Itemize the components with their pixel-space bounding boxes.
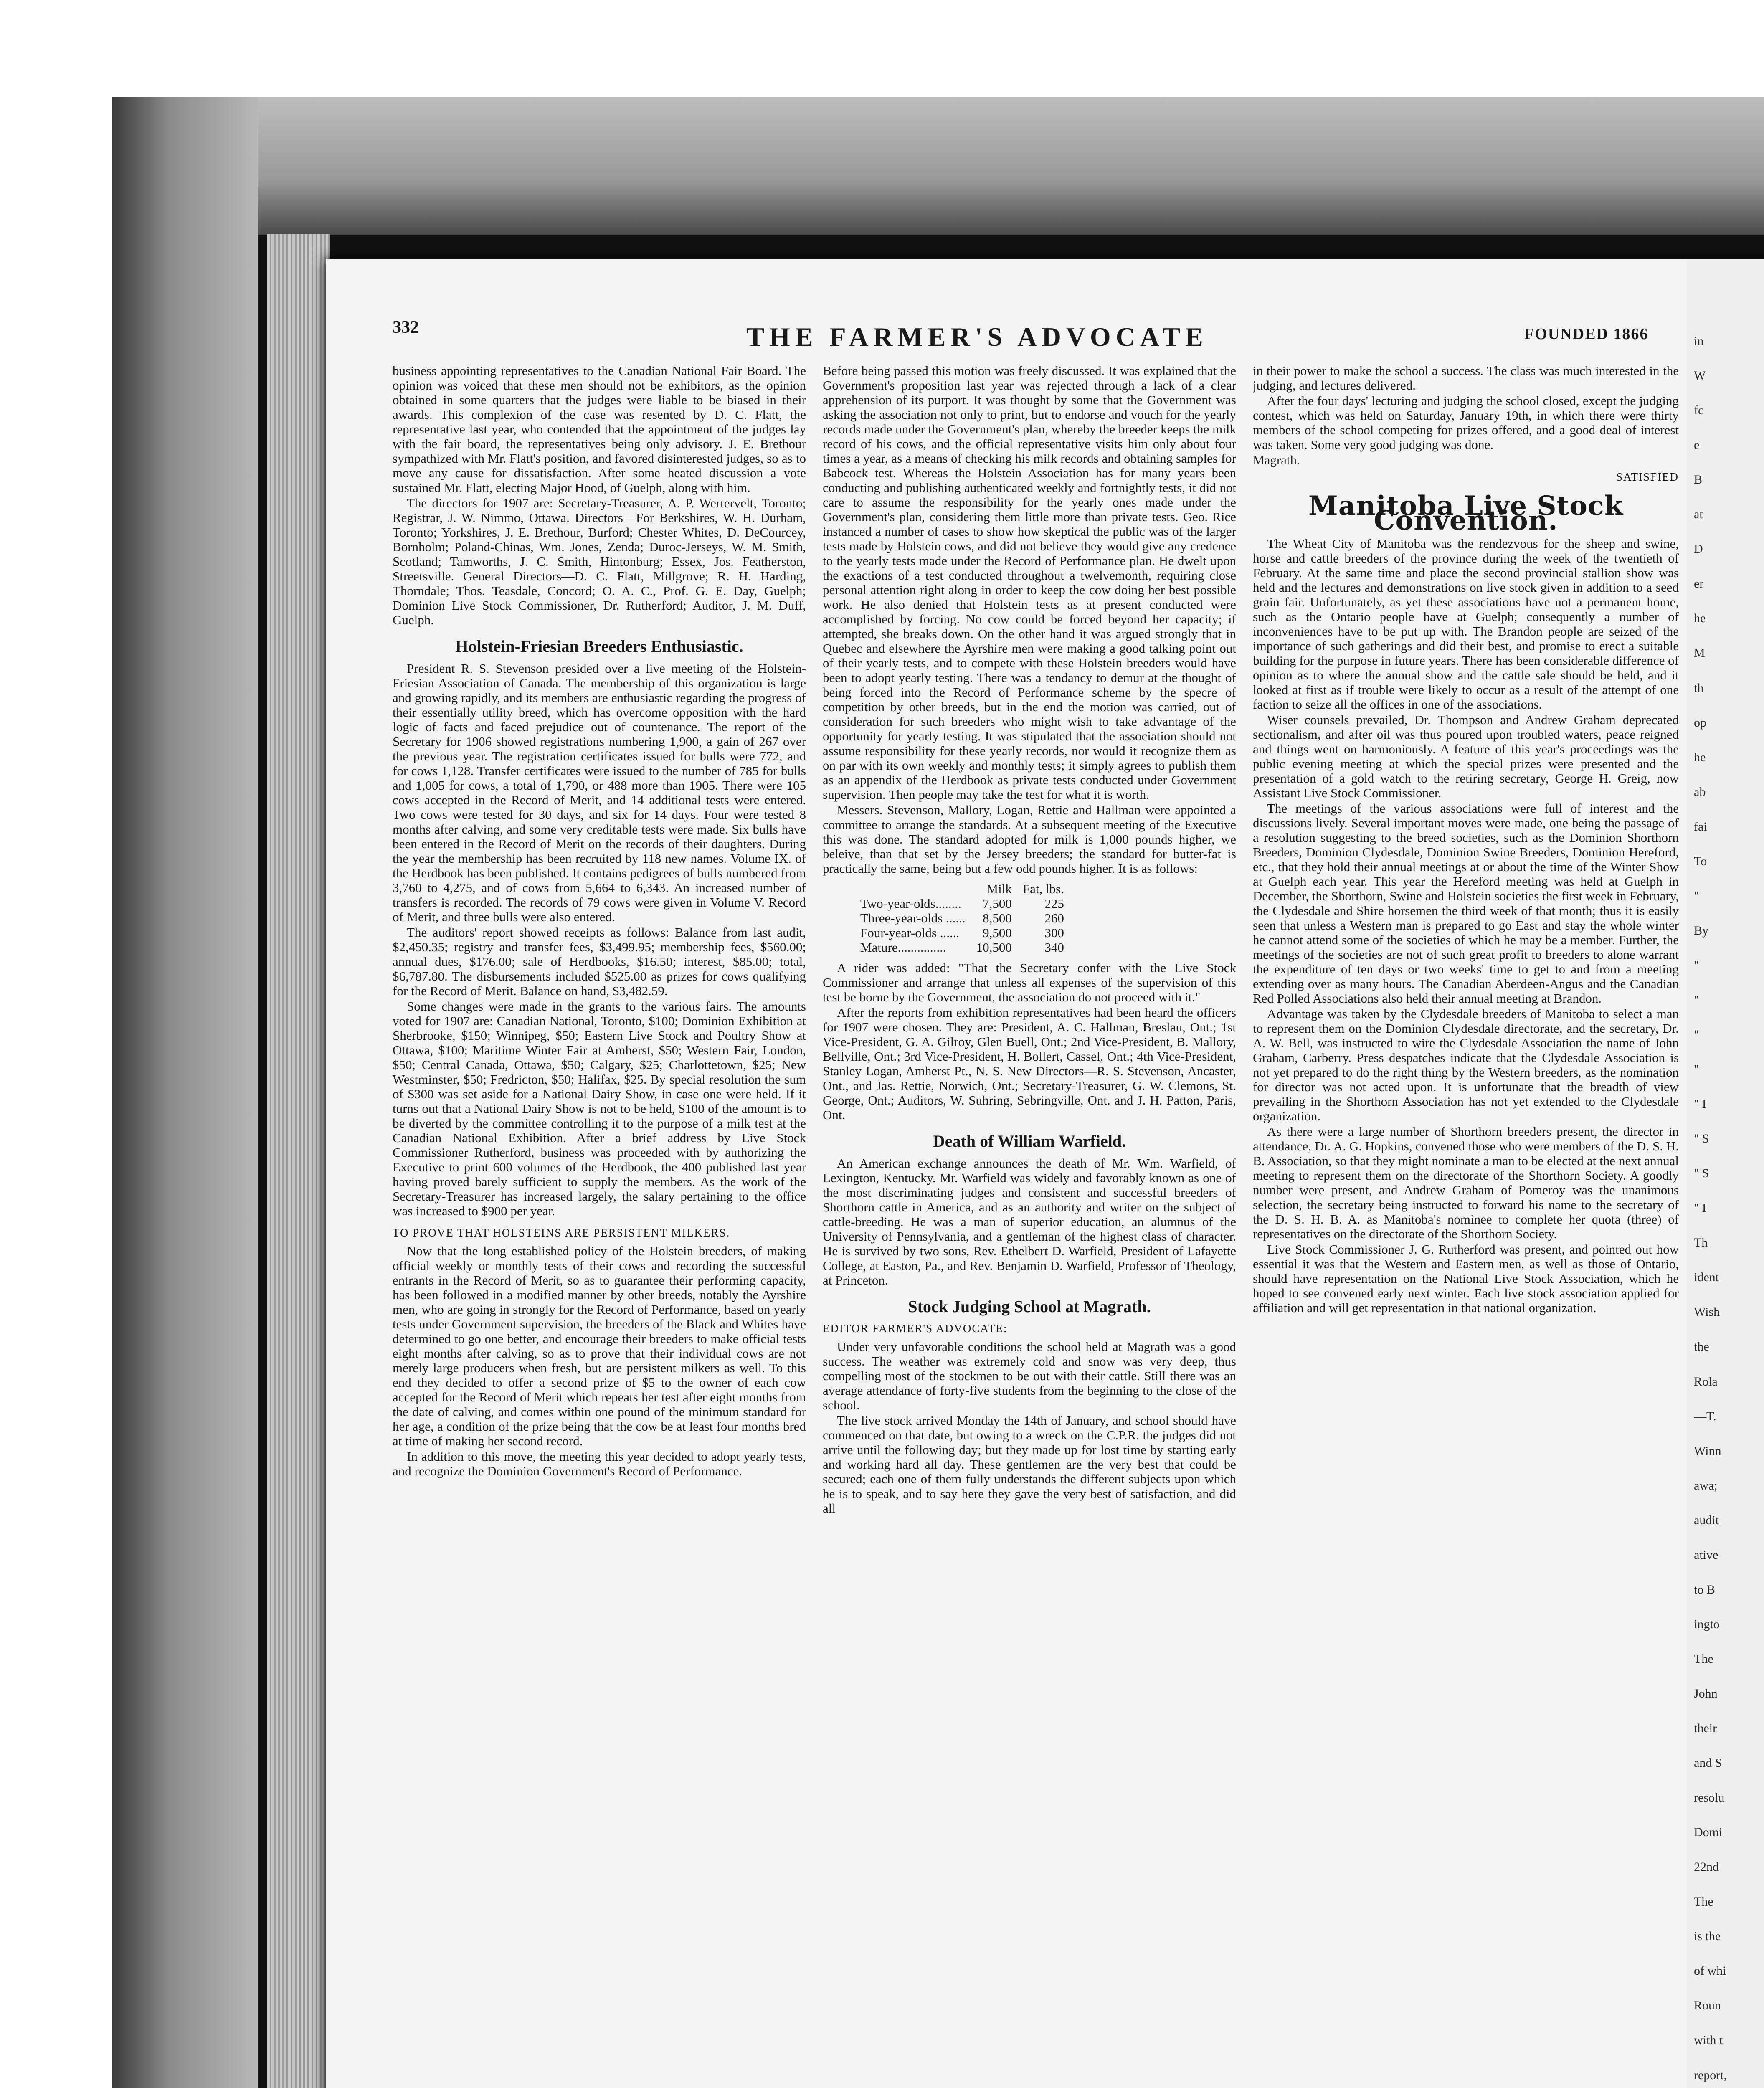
paragraph: A rider was added: "That the Secretary confer with the Live Stock Commissioner and arrange that unless all expenses of the supervision of this test be borne by the Government, the association do not proceed with it." — [823, 960, 1236, 1004]
paragraph: Some changes were made in the grants to the various fairs. The amounts voted for 1907 are: Canadian National, Toronto, $100; Dominion Exhibition at Sherbrooke, $150; Winnipeg, $50; Eastern Live Stock and Poultry Show at Ottawa, $100; Maritime Winter Fair at Amherst, $50; Western Fair, London, $50; Central Canada, Ottawa, $50; Calgary, $25; Charlottetown, $25; New Westminster, $50; Fredricton, $50; Halifax, $25. By special resolution the sum of $300 was set aside for a National Dairy Show, in case one were held. If it turns out that a National Dairy Show is not to be held, $100 of the amount is to be diverted by the committee controlling it to the purpose of a milk test at the Canadian National Exhibition. After a brief address by Live Stock Commissioner Rutherford, business was proceeded with by authorizing the Executive to print 600 volumes of the Herdbook, the 400 published last year having proved barely sufficient to supply the members. As the work of the Secretary-Treasurer has increased largely, the salary pertaining to the office was increased to $900 per year. — [393, 999, 806, 1218]
section-heading-manitoba: Manitoba Live Stock Convention. — [1308, 490, 1624, 536]
paragraph: Under very unfavorable conditions the school held at Magrath was a good success. The weather was extremely cold and snow was very deep, thus compelling most of the stockmen to be out with their cattle. Still there was an average attendance of forty-five students from the beginning to the close of the school. — [823, 1339, 1236, 1412]
adjacent-page-text: M — [1694, 646, 1705, 660]
paragraph: business appointing representatives to the Canadian National Fair Board. The opinion was voiced that these men should not be exhibitors, as the opinion obtained in some quarters that the judges were liable to be biased in their awards. This complexion of the case was resented by D. C. Flatt, the representative last year, who contended that the appointment of the judges lay with the fair board, the representatives being only advisory. J. E. Brethour sympathized with Mr. Flatt's position, and favored disinterested judges, so as to move any cause for dissatisfaction. After some heated discussion a vote sustained Mr. Flatt, electing Major Hood, of Guelph, along with him. — [393, 363, 806, 495]
paragraph: Wiser counsels prevailed, Dr. Thompson and Andrew Graham deprecated sectionalism, and after oil was thus poured upon troubled waters, peace reigned and things went on harmoniously. A feature of this year's proceedings was the public evening meeting at which the special prizes were presented and the presentation of a gold watch to the retiring secretary, George H. Greig, now Assistant Live Stock Commissioner. — [1253, 712, 1679, 800]
adjacent-page-text: at — [1694, 507, 1703, 522]
table-cell: 10,500 — [976, 940, 1012, 955]
masthead-title: THE FARMER'S ADVOCATE — [746, 322, 1208, 352]
adjacent-page-text: he — [1694, 750, 1706, 764]
adjacent-page-text: " — [1694, 889, 1699, 903]
paragraph: The meetings of the various associations were full of interest and the discussions lively. Several important moves were made, one being the passage of a resolution suggesting to the breed societies, such as the Dominion Shorthorn Breeders, Dominion Clydesdale, Dominion Swine Breeders, Dominion Hereford, etc., that they hold their annual meetings at or about the time of the Winter Show at Guelph each year. This year the Hereford meeting was held at Guelph in December, the Shorthorn, Swine and Holstein societies the first week in February, the Clydesdale and Shire horsemen the third week of that month; thus it is easily seen that unless a Western man is prepared to go East and stay the whole winter he cannot attend some of the societies of which he may be a member. Further, the meetings of the societies are not of such great profit to breeders to alone warrant the expenditure of ten days or two weeks' time to get to and from a meeting extending over as many hours. The Canadian Aberdeen-Angus and the Canadian Red Polled Associations also held their annual meeting at Brandon. — [1253, 801, 1679, 1006]
paragraph: The live stock arrived Monday the 14th of January, and school should have commenced on that date, but owing to a wreck on the C.P.R. the judges did not arrive until the following day; but they made up for lost time by starting early and working hard all day. These gentlemen are the very best that could be secured; each one of them fully understands the different subjects upon which he is to speak, and to say here they gave the very best of satisfaction, and did all — [823, 1413, 1236, 1515]
table-cell: 340 — [1044, 940, 1064, 955]
table-cell: 8,500 — [983, 911, 1012, 925]
adjacent-page-text: B — [1694, 473, 1703, 487]
adjacent-page-text: D — [1694, 542, 1703, 556]
adjacent-page-text: W — [1694, 369, 1706, 383]
paragraph: An American exchange announces the death of Mr. Wm. Warfield, of Lexington, Kentucky. Mr. Warfield was widely and favorably known as one of the most discriminating judges and consistent and successful breeders of Shorthorn cattle in America, and as an authority and writer on the subject of cattle-breeding. He was a man of superior education, an alumnus of the University of Pennsylvania, and a gentleman of the highest class of character. He is survived by two sons, Rev. Ethelbert D. Warfield, President of Lafayette College, at Easton, Pa., and Rev. Benjamin D. Warfield, Professor of Theology, at Princeton. — [823, 1156, 1236, 1287]
table-row — [860, 896, 1075, 911]
subheading-persistent-milkers: TO PROVE THAT HOLSTEINS ARE PERSISTENT MILKERS. — [393, 1226, 730, 1239]
adjacent-page-text: Wish — [1694, 1305, 1720, 1319]
adjacent-page-text: To — [1694, 854, 1707, 868]
column-middle — [823, 363, 1236, 2088]
adjacent-page-text: op — [1694, 715, 1706, 730]
table-cell: 260 — [1044, 911, 1064, 925]
adjacent-page-text: to B — [1694, 1582, 1715, 1596]
adjacent-page-text: the — [1694, 1340, 1709, 1354]
adjacent-page-text: " I — [1694, 1097, 1706, 1111]
table-header-row — [860, 882, 1075, 896]
adjacent-page-text: " — [1694, 993, 1699, 1007]
table-header: Milk — [986, 882, 1012, 896]
adjacent-page-text: of whi — [1694, 1964, 1726, 1978]
paragraph: In addition to this move, the meeting this year decided to adopt yearly tests, and recognize the Dominion Government's Record of Performance. — [393, 1449, 806, 1478]
section-heading-magrath: Stock Judging School at Magrath. — [908, 1297, 1151, 1316]
table-cell: Four-year-olds ...... — [860, 925, 960, 940]
adjacent-page-text: " S — [1694, 1132, 1709, 1146]
adjacent-page-text: 22nd — [1694, 1860, 1719, 1874]
paragraph: in their power to make the school a success. The class was much interested in the judging, and lectures delivered. — [1253, 363, 1679, 393]
table-header — [860, 882, 976, 896]
page-stack-edges — [267, 234, 330, 2088]
table-row — [860, 940, 1075, 955]
adjacent-page-text: " I — [1694, 1201, 1706, 1215]
adjacent-page-text: report, — [1694, 2068, 1727, 2082]
adjacent-page-text: By — [1694, 923, 1709, 938]
adjacent-page-text: " — [1694, 1028, 1699, 1042]
paragraph: After the four days' lecturing and judging the school closed, except the judging contest, which was held on Saturday, January 19th, in which there were thirty members of the school competing for prizes offered, and a good deal of interest was taken. Some very good judging was done. — [1253, 393, 1679, 452]
paragraph: Messers. Stevenson, Mallory, Logan, Rettie and Hallman were appointed a committee to arrange the standards. At a subsequent meeting of the Executive this was done. The standard adopted for milk is 1,000 pounds higher, we beleive, than that set by the Jersey breeders; the standard for butter-fat is practically the same, being but a few odd pounds higher. It is as follows: — [823, 803, 1236, 876]
table-cell: 7,500 — [983, 896, 1012, 911]
adjacent-page-text: fc — [1694, 403, 1704, 418]
adjacent-page-text: The — [1694, 1652, 1713, 1666]
adjacent-page-text: he — [1694, 611, 1706, 626]
adjacent-page-text: ative — [1694, 1548, 1718, 1562]
adjacent-page-text: " S — [1694, 1166, 1709, 1181]
table-cell: 225 — [1044, 896, 1064, 911]
adjacent-page-text: " — [1694, 1062, 1699, 1077]
adjacent-page-text: " — [1694, 958, 1699, 972]
table-cell: 9,500 — [983, 925, 1012, 940]
adjacent-page-text: their — [1694, 1721, 1717, 1736]
adjacent-page-text: Domi — [1694, 1825, 1723, 1840]
table-cell: 300 — [1044, 925, 1064, 940]
adjacent-page-text: Rola — [1694, 1374, 1718, 1389]
adjacent-page-text: with t — [1694, 2033, 1723, 2047]
paragraph: The directors for 1907 are: Secretary-Treasurer, A. P. Wertervelt, Toronto; Registrar, J. W. Nimmo, Ottawa. Directors—For Berkshires, W. H. Durham, Toronto; Yorkshires, J. E. Brethour, Burford; Chester Whites, D. DeCourcey, Bornholm; Poland-Chinas, Wm. Jones, Zenda; Duroc-Jerseys, W. M. Smith, Scotland; Tamworths, J. C. Smith, Hintonburg; Essex, Jos. Featherston, Streetsville. General Directors—D. C. Flatt, Millgrove; R. H. Harding, Thorndale; Thos. Teasdale, Concord; O. A. C., Prof. G. E. Day, Guelph; Dominion Live Stock Commissioner, Dr. Rutherford; Auditor, J. M. Duff, Guelph. — [393, 496, 806, 627]
place-line: Magrath. — [1253, 453, 1300, 467]
table-row — [860, 911, 1075, 925]
adjacent-page-text: audit — [1694, 1513, 1719, 1527]
adjacent-page-fragment — [1687, 259, 1764, 2088]
table-cell: Three-year-olds ...... — [860, 911, 966, 925]
adjacent-page-text: th — [1694, 681, 1704, 695]
paragraph: Advantage was taken by the Clydesdale breeders of Manitoba to select a man to represent them on the Dominion Clydesdale directorate, and the secretary, Dr. A. W. Bell, was instructed to wire the Clydesdale Association the name of John Graham, Carberry. Press despatches indicate that the Clydesdale Association is not yet prepared to do the right thing by the Western breeders, as the nomination for director was not acted upon. It is unfortunate that the breadth of view prevailing in the Shorthorn Association has not yet extended to the Clydesdale organization. — [1253, 1006, 1679, 1123]
adjacent-page-text: fai — [1694, 819, 1707, 834]
paragraph: Now that the long established policy of the Holstein breeders, of making official weekly or monthly tests of their cows and recording the successful entrants in the Record of Merit, so as to guarantee their performing capacity, has been followed in a modified manner by other breeds, notably the Ayrshire men, who are going in strongly for the Record of Performance, based on yearly tests under Government supervision, the breeders of the Black and Whites have determined to go one better, and encourage their breeders to make official tests eight months after calving, so as to prove that their individual cows are not merely large producers when fresh, but are persistent milkers as well. To this end they decided to offer a second prize of $5 to the owner of each cow accepted for the Record of Merit which repeats her test after eight months from the date of calving, and comes within one pound of the minimum standard for her age, a condition of the prize being that the cow be at least four months bred at time of making her second record. — [393, 1244, 806, 1448]
microfilm-top-band — [112, 97, 1764, 235]
editor-salutation: EDITOR FARMER'S ADVOCATE: — [823, 1322, 1008, 1335]
adjacent-page-text: ingto — [1694, 1617, 1720, 1631]
adjacent-page-text: Winn — [1694, 1444, 1721, 1458]
column-right — [1253, 363, 1679, 2088]
table-row — [860, 925, 1075, 940]
adjacent-page-text: and S — [1694, 1756, 1722, 1770]
adjacent-page-text: is the — [1694, 1929, 1721, 1944]
adjacent-page-text: Roun — [1694, 1999, 1721, 2013]
paragraph: After the reports from exhibition representatives had been heard the officers for 1907 were chosen. They are: President, A. C. Hallman, Breslau, Ont.; 1st Vice-President, G. A. Gilroy, Glen Buell, Ont.; 2nd Vice-President, B. Mallory, Bellville, Ont.; 3rd Vice-President, H. Bollert, Cassel, Ont.; 4th Vice-President, Stanley Logan, Amherst Pt., N. S. New Directors—R. S. Stevenson, Ancaster, Ont., and Jas. Rettie, Norwich, Ont.; Secretary-Treasurer, G. W. Clemons, St. George, Ont.; Auditors, W. Suhring, Sebringville, Ont. and J. H. Patton, Paris, Ont. — [823, 1005, 1236, 1122]
section-heading-holstein: Holstein-Friesian Breeders Enthusiastic. — [455, 637, 743, 656]
adjacent-page-text: er — [1694, 577, 1704, 591]
paragraph: The auditors' report showed receipts as follows: Balance from last audit, $2,450.35; registry and transfer fees, $3,499.95; membership fees, $560.00; annual dues, $176.00; sale of Herdbooks, $16.50; interest, $85.00; total, $6,787.80. The disbursements included $525.00 as prizes for cows qualifying for the Record of Merit. Balance on hand, $3,482.59. — [393, 925, 806, 998]
table-header: Fat, lbs. — [1022, 882, 1064, 896]
adjacent-page-text: —T. — [1694, 1409, 1716, 1423]
adjacent-page-text: awa; — [1694, 1478, 1718, 1493]
adjacent-page-text: ab — [1694, 785, 1706, 799]
milk-standards-table — [860, 882, 1075, 955]
paragraph: The Wheat City of Manitoba was the rendezvous for the sheep and swine, horse and cattle breeders of the province during the week of the twentieth of February. At the same time and place the second provincial stallion show was held and the lectures and demonstrations on live stock given in addition to a seed grain fair. Unfortunately, as yet these associations have not a permanent home, such as the Ontario people have at Guelph; consequently a number of inconveniences have to be put up with. The Brandon people are seized of the importance of such gatherings and did their best, and promise to erect a suitable building for the purpose in future years. There has been considerable difference of opinion as to where the annual show and the cattle sale should be held, and it looked at first as if trouble were likely to occur as a result of the attempt of one faction to seize all the offices in one of the associations. — [1253, 536, 1679, 712]
founded-label: FOUNDED 1866 — [1524, 325, 1649, 343]
microfilm-left-margin — [112, 97, 258, 2088]
adjacent-page-text: ident — [1694, 1270, 1719, 1285]
adjacent-page-text: resolu — [1694, 1791, 1725, 1805]
paragraph: President R. S. Stevenson presided over a live meeting of the Holstein-Friesian Association of Canada. The membership of this organization is large and growing rapidly, and its members are enthusiastic regarding the progress of their essentially utility breed, which has overcome opposition with the hard logic of facts and faced prejudice out of countenance. The report of the Secretary for 1906 showed registrations numbering 1,900, a gain of 267 over the previous year. The registration certificates issued for bulls were 772, and for cows 1,128. Transfer certificates were issued to the number of 785 for bulls and 1,005 for cows, a total of 1,790, or 488 more than 1905. There were 105 cows accepted in the Record of Merit, and 14 additional tests were entered. Two cows were tested for 30 days, and six for 14 days. Four were tested 8 months after calving, and some very creditable tests were made. Six bulls have been entered in the Record of Merit on the records of their daughters. During the year the membership has been recruited by 118 new names. Volume IX. of the Herdbook has been published. It contains pedigrees of bulls numbered from 3,760 to 4,275, and of cows from 5,664 to 6,343. An increased number of transfers is recorded. The records of 79 cows were given in Volume V. Record of Merit, and three bulls were also entered. — [393, 661, 806, 924]
table-cell: Two-year-olds........ — [860, 896, 961, 911]
paragraph: Live Stock Commissioner J. G. Rutherford was present, and pointed out how essential it was that the Western and Eastern men, as well as those of Ontario, should have representation on the National Live Stock Association, which he hoped to see convened early next winter. Each live stock association applied for affiliation and will get representation in that national organization. — [1253, 1242, 1679, 1315]
adjacent-page-text: in — [1694, 334, 1704, 348]
adjacent-page-text: e — [1694, 438, 1700, 452]
paragraph: Before being passed this motion was freely discussed. It was explained that the Government's proposition last year was rejected through a lack of a clear apprehension of its purport. It was thought by some that the Government was asking the association not only to print, but to endorse and vouch for the yearly records made under the Government's plan, whereby the breeder keeps the milk record of his cows, and the official representative visits him only about four times a year, as a means of checking his milk records and obtaining samples for Babcock test. Whereas the Holstein Association has for many years been conducting and publishing authenticated weekly and fortnightly tests, it did not care to assume the responsibility for the yearly ones made under the Government's plan, considering them little more than private tests. Geo. Rice instanced a number of cases to show how skeptical the public was of the larger tests made by Holstein cows, and did not believe they would give any credence to the yearly tests made under the Record of Performance plan. He dwelt upon the exactions of a test conducted throughout a twelvemonth, requiring close personal attention right along in order to keep the cow doing her best possible work. He also denied that Holstein tests as at present conducted were accomplished by forcing. No cow could be forced beyond her capacity; if attempted, she breaks down. On the other hand it was argued strongly that in Quebec and elsewhere the Ayrshire men were making a good talking point out of their yearly tests, and to compete with these Holstein breeders would have been to adopt yearly testing. There was a tendancy to demur at the thought of being forced into the Record of Performance scheme by the specre of competition by other breeds, but in the end the motion was carried, out of consideration for such breeders who might wish to take advantage of the opportunity for yearly testing. It was stipulated that the association should not assume responsibility for these yearly records, nor would it recognize them as on par with its own weekly and monthly tests; it simply agrees to publish them as an appendix of the Herdbook as private tests conducted under Government supervision. Then people may take the test for what it is worth. — [823, 363, 1236, 802]
section-heading-warfield: Death of William Warfield. — [933, 1132, 1126, 1150]
adjacent-page-text: The — [1694, 1895, 1713, 1909]
table-cell: Mature............... — [860, 940, 946, 955]
signature: SATISFIED — [1616, 471, 1679, 483]
adjacent-page-text: Th — [1694, 1236, 1708, 1250]
paragraph: As there were a large number of Shorthorn breeders present, the director in attendance, Dr. A. G. Hopkins, convened those who were members of the D. S. H. B. Association, so that they might nominate a man to be elected at the next annual meeting to represent them on the directorate of the Shorthorn Society. A goodly number were present, and Andrew Graham of Pomeroy was the unanimous selection, the secretary being instructed to forward his name to the secretary of the D. S. H. B. A. as Manitoba's nominee to complete her quota (three) of representatives on the directorate of the Shorthorn Society. — [1253, 1124, 1679, 1241]
adjacent-page-text: John — [1694, 1686, 1718, 1700]
page-number: 332 — [393, 318, 419, 337]
column-left — [393, 363, 806, 2088]
